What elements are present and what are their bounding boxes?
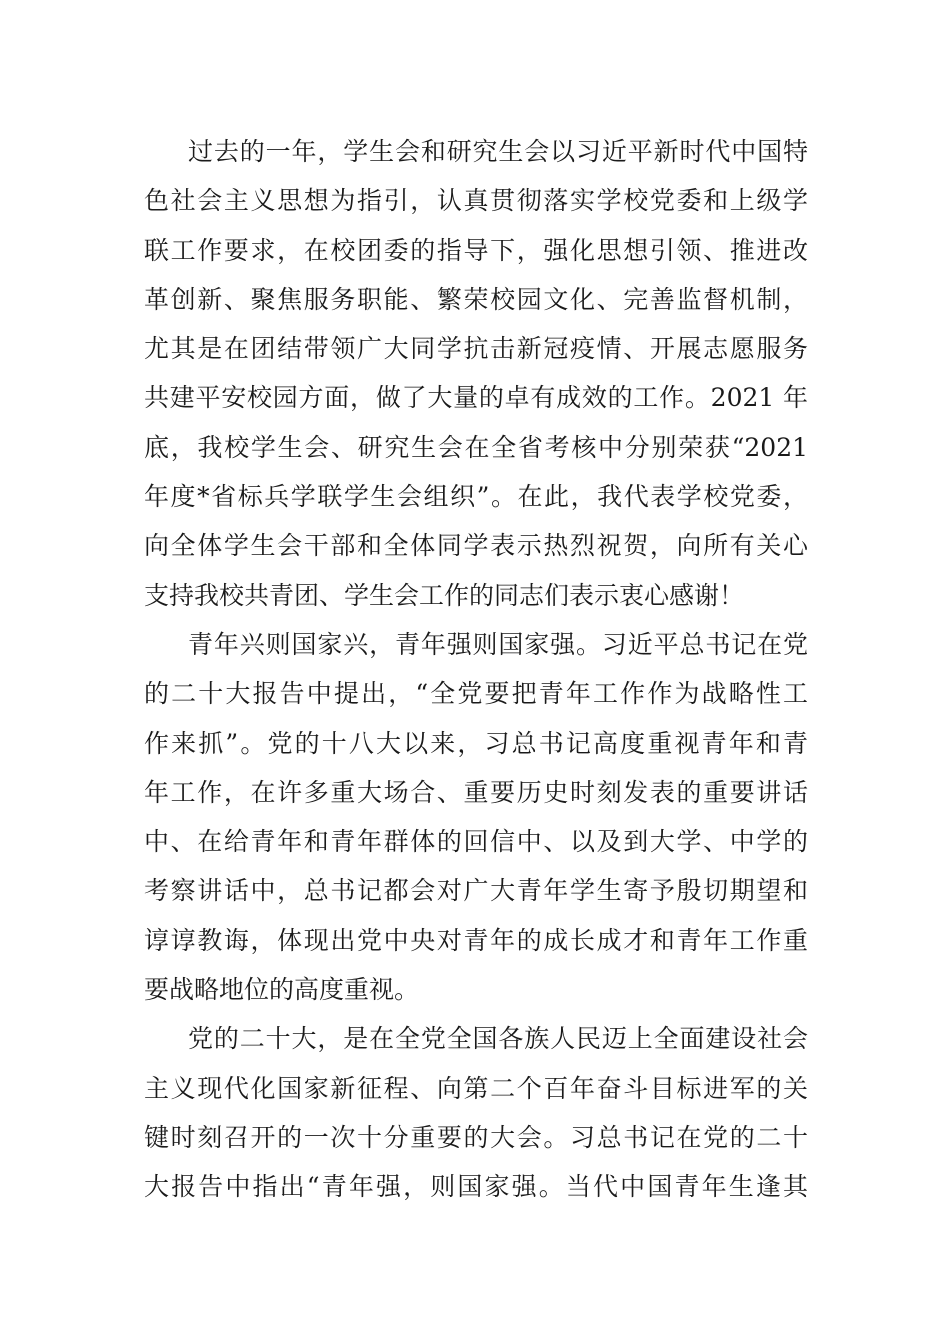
text-line: 大报告中指出“青年强，则国家强。当代中国青年生逢其	[144, 1172, 808, 1202]
text-line: 革创新、聚焦服务职能、繁荣校园文化、完善监督机制，	[144, 284, 808, 314]
text-line: 过去的一年，学生会和研究生会以习近平新时代中国特	[188, 137, 808, 166]
text-line: 主义现代化国家新征程、向第二个百年奋斗目标进军的关	[144, 1073, 808, 1103]
text-line: 底，我校学生会、研究生会在全省考核中分别荣获“2021	[144, 432, 808, 462]
text-line: 青年兴则国家兴，青年强则国家强。习近平总书记在党	[188, 629, 808, 659]
text-line: 联工作要求，在校团委的指导下，强化思想引领、推进改	[144, 235, 808, 265]
paragraph-2	[144, 620, 808, 1014]
text-line: 年工作，在许多重大场合、重要历史时刻发表的重要讲话	[144, 777, 808, 807]
paragraph-1	[144, 127, 808, 620]
text-line: 中、在给青年和青年群体的回信中、以及到大学、中学的	[144, 827, 808, 857]
text-line: 尤其是在团结带领广大同学抗击新冠疫情、开展志愿服务	[144, 334, 808, 364]
document-body	[144, 127, 808, 1212]
paragraph-3	[144, 1014, 808, 1211]
text-line: 支持我校共青团、学生会工作的同志们表示衷心感谢！	[144, 580, 745, 610]
text-line: 向全体学生会干部和全体同学表示热烈祝贺，向所有关心	[144, 531, 808, 561]
text-line: 作来抓”。党的十八大以来，习总书记高度重视青年和青	[144, 728, 808, 758]
text-line: 要战略地位的高度重视。	[144, 975, 420, 1005]
text-line: 键时刻召开的一次十分重要的大会。习总书记在党的二十	[144, 1122, 808, 1152]
text-line: 考察讲话中，总书记都会对广大青年学生寄予殷切期望和	[144, 876, 808, 906]
text-line: 党的二十大，是在全党全国各族人民迈上全面建设社会	[188, 1024, 808, 1054]
text-line: 年度*省标兵学联学生会组织”。在此，我代表学校党委，	[144, 482, 808, 512]
text-line: 谆谆教诲，体现出党中央对青年的成长成才和青年工作重	[144, 925, 808, 955]
text-line: 的二十大报告中提出，“全党要把青年工作作为战略性工	[144, 679, 808, 709]
text-line: 共建平安校园方面，做了大量的卓有成效的工作。2021 年	[144, 383, 808, 413]
text-line: 色社会主义思想为指引，认真贯彻落实学校党委和上级学	[144, 186, 808, 216]
